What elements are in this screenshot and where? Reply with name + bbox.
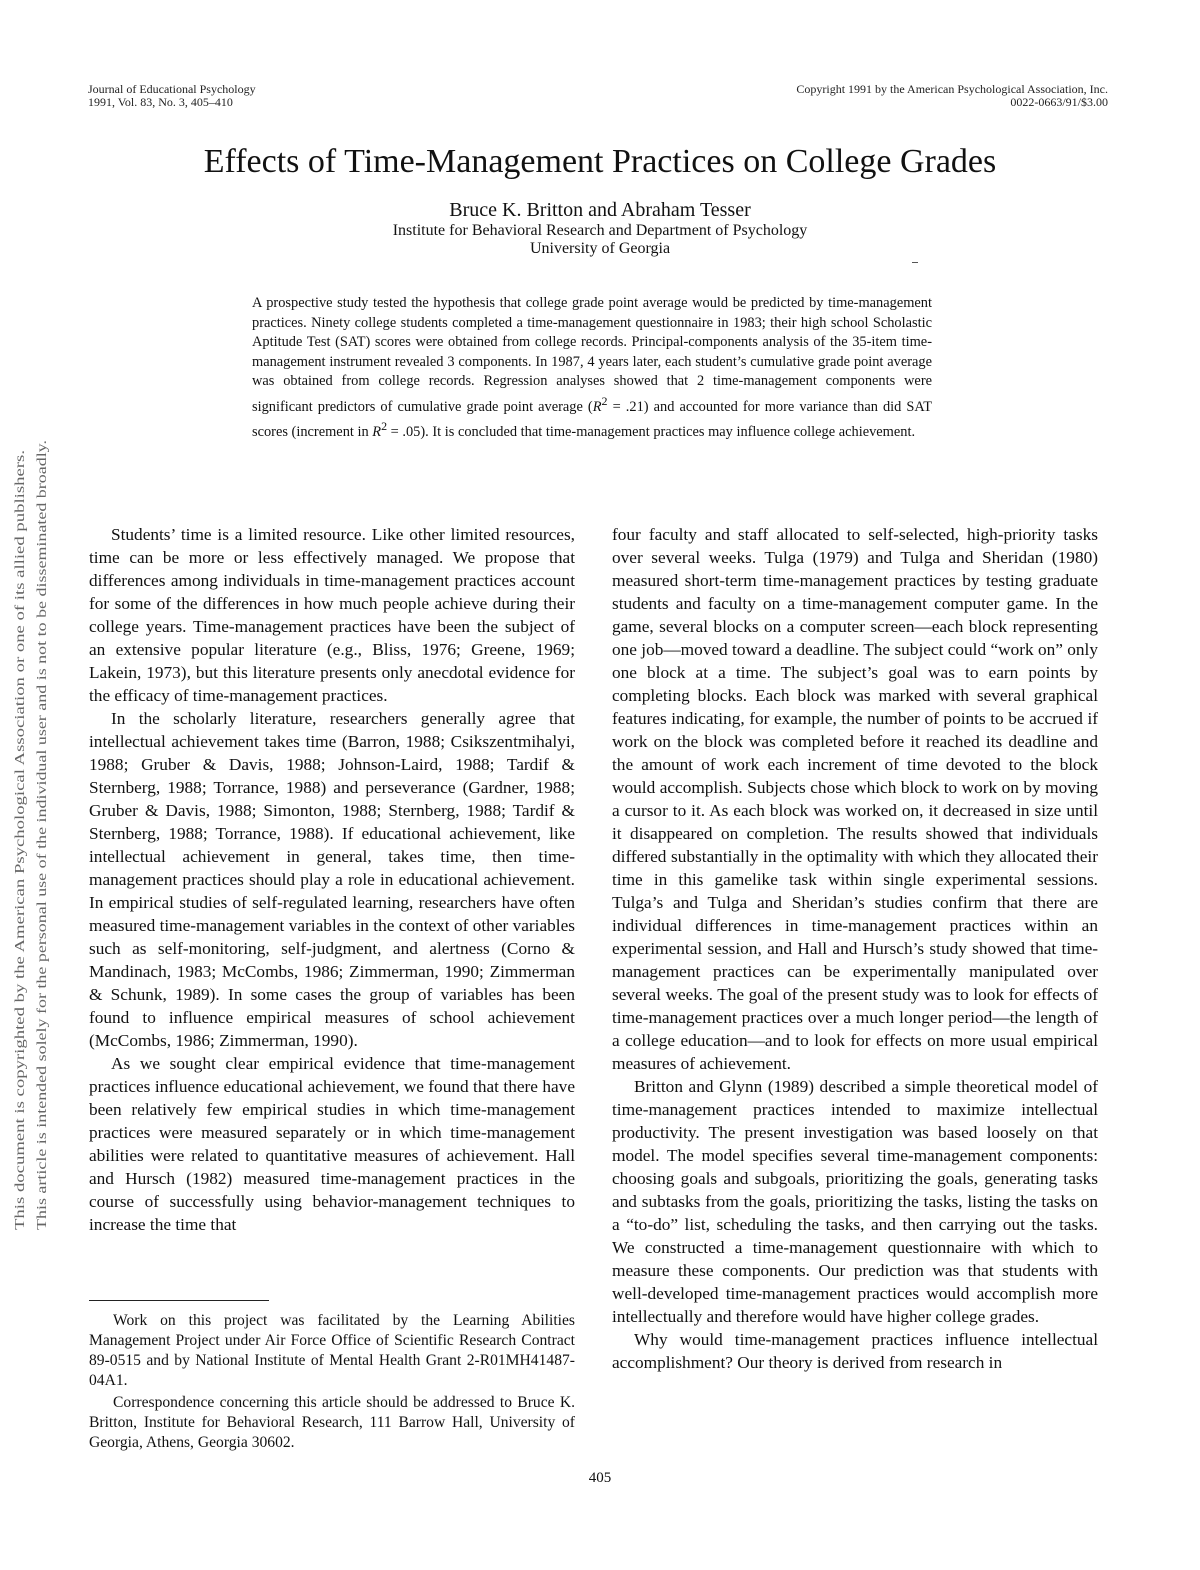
r-squared-exponent: 2 (381, 419, 388, 434)
footnote-rule (89, 1300, 269, 1301)
abstract (252, 294, 932, 443)
footnote-funding: Work on this project was facilitated by the Learning Abilities Management Project under Air Force Office of Scientific Research Contract 89-0515 and by National Institute of Mental Health Grant 2-R01MH41487-04A1. (89, 1312, 575, 1389)
stray-mark (912, 262, 918, 263)
side-note-svg (2, 430, 54, 1230)
body-paragraph: Britton and Glynn (1989) described a simple theoretical model of time-management practices intended to maximize intellectual productivity. The present investigation was based loosely on that model. The model specifies several time-management components: choosing goals and subgoals, prioritizing the goals, generating tasks and subtasks from the goals, prioritizing the tasks, listing the tasks on a “to-do” list, scheduling the tasks, and then carrying out the tasks. We constructed a time-management questionnaire with which to measure these components. Our prediction was that students with well-developed time-management practices would accomplish more intellectually and therefore would have higher college grades. (612, 1077, 1098, 1326)
side-note-line-1: This document is copyrighted by the American Psychological Association or one of its allied publishers. (13, 646, 28, 1230)
r-squared-exponent: 2 (601, 393, 608, 408)
copyright-notice: Copyright 1991 by the American Psychological Association, Inc. (796, 82, 1108, 96)
author-affiliation (0, 222, 1200, 258)
journal-header (88, 83, 256, 109)
issn-code: 0022-0663/91/$3.00 (1010, 95, 1108, 109)
r-squared-symbol: R (372, 424, 382, 441)
abstract-text-2: = .21) and accounted for more variance than did SAT scores (increment in (252, 398, 933, 441)
copyright-header (796, 83, 1108, 109)
body-paragraph: four faculty and staff allocated to self-selected, high-priority tasks over several weeks. Tulga (1979) and Tulga and Sheridan (1980) measured short-term time-management practices by testing graduate students and faculty on a time-management computer game. In the game, several blocks on a computer screen—each block representing one job—moved toward a deadline. The subject could “work on” only one block at a time. The subject’s goal was to earn points by completing blocks. Each block was marked with several graphical features indicating, for example, the number of points to be accrued if work on the block was completed before it reached its deadline and the amount of work each increment of time devoted to the block would accomplish. Subjects chose which block to work on by moving a cursor to it. As each block was worked on, it decreased in size until it disappeared on completion. The results showed that individuals differed substantially in the optimality with which they allocated their time in this gamelike task within single experimental sessions. Tulga’s and Tulga and Sheridan’s studies confirm that there are individual differences in time-management practices within an experimental session, and Hall and Hursch’s study showed that time-management practices can be experimentally manipulated over several weeks. The goal of the present study was to look for effects of time-management practices over a much longer period—the length of a college education—and to look for effects on more usual empirical measures of achievement. (612, 525, 1098, 1073)
r-squared-symbol: R (592, 398, 602, 415)
body-paragraph: In the scholarly literature, researchers generally agree that intellectual achievement takes time (Barron, 1988; Csikszentmihalyi, 1988; Gruber & Davis, 1988; Johnson-Laird, 1988; Tardif & Sternberg, 1988; Torrance, 1988) and perseverance (Gardner, 1988; Gruber & Davis, 1988; Simonton, 1988; Sternberg, 1988; Tardif & Sternberg, 1988; Torrance, 1988). If educational achievement, like intellectual achievement in general, takes time, then time-management practices should play a role in educational achievement. In empirical studies of self-regulated learning, researchers have often measured time-management variables in the context of other variables such as self-monitoring, self-judgment, and alertness (Corno & Mandinach, 1983; McCombs, 1986; Zimmerman, 1990; Zimmerman & Schunk, 1989). In some cases the group of variables has been found to influence empirical measures of school achievement (McCombs, 1986; Zimmerman, 1990). (89, 709, 575, 1050)
article-authors: Bruce K. Britton and Abraham Tesser (449, 199, 751, 221)
footnote-correspondence: Correspondence concerning this article should be addressed to Bruce K. Britton, Institute for Behavioral Research, 111 Barrow Hall, University of Georgia, Athens, Georgia 30602. (89, 1394, 575, 1451)
journal-name: Journal of Educational Psychology (88, 82, 256, 96)
side-note-line-2: This article is intended solely for the personal use of the individual user and is not to be disseminated broadly. (35, 614, 50, 1230)
affiliation-institute: Institute for Behavioral Research and Department of Psychology (392, 222, 808, 239)
article-title: Effects of Time-Management Practices on College Grades (203, 143, 997, 180)
body-paragraph: As we sought clear empirical evidence that time-management practices influence educational achievement, we found that there have been relatively few empirical studies in which time-management practices were measured separately or in which time-management abilities were related to quantitative measures of achievement. Hall and Hursch (1982) measured time-management practices in the course of successfully using behavior-management techniques to increase the time that (89, 1054, 575, 1234)
footnotes (89, 1311, 575, 1455)
body-paragraph: Why would time-management practices influence intellectual accomplishment? Our theory is derived from research in (612, 1330, 1098, 1372)
page-number: 405 (588, 1470, 612, 1486)
body-paragraph: Students’ time is a limited resource. Like other limited resources, time can be more or less effectively managed. We propose that differences among individuals in time-management practices account for some of the differences in how much people achieve during their college years. Time-management practices have been the subject of an extensive popular literature (e.g., Bliss, 1976; Greene, 1969; Lakein, 1973), but this literature presents only anecdotal evidence for the efficacy of time-management practices. (89, 525, 575, 705)
affiliation-university: University of Georgia (529, 240, 671, 257)
copyright-side-note (2, 430, 54, 1230)
volume-info: 1991, Vol. 83, No. 3, 405–410 (88, 95, 233, 109)
abstract-text-1: A prospective study tested the hypothesis that college grade point average would be predicted by time-management practices. Ninety college students completed a time-management questionnaire in 1983; their high school Scholastic Aptitude Test (SAT) scores were obtained from college records. Principal-components analysis of the 35-item time-management instrument revealed 3 components. In 1987, 4 years later, each student’s cumulative grade point average was obtained from college records. Regression analyses showed that 2 time-management components were significant predictors of cumulative grade point average ( (252, 295, 932, 415)
body-column-right (612, 523, 1098, 1374)
body-column-left (89, 523, 575, 1236)
abstract-text-3: = .05). It is concluded that time-management practices may influence college achievement. (387, 424, 916, 441)
